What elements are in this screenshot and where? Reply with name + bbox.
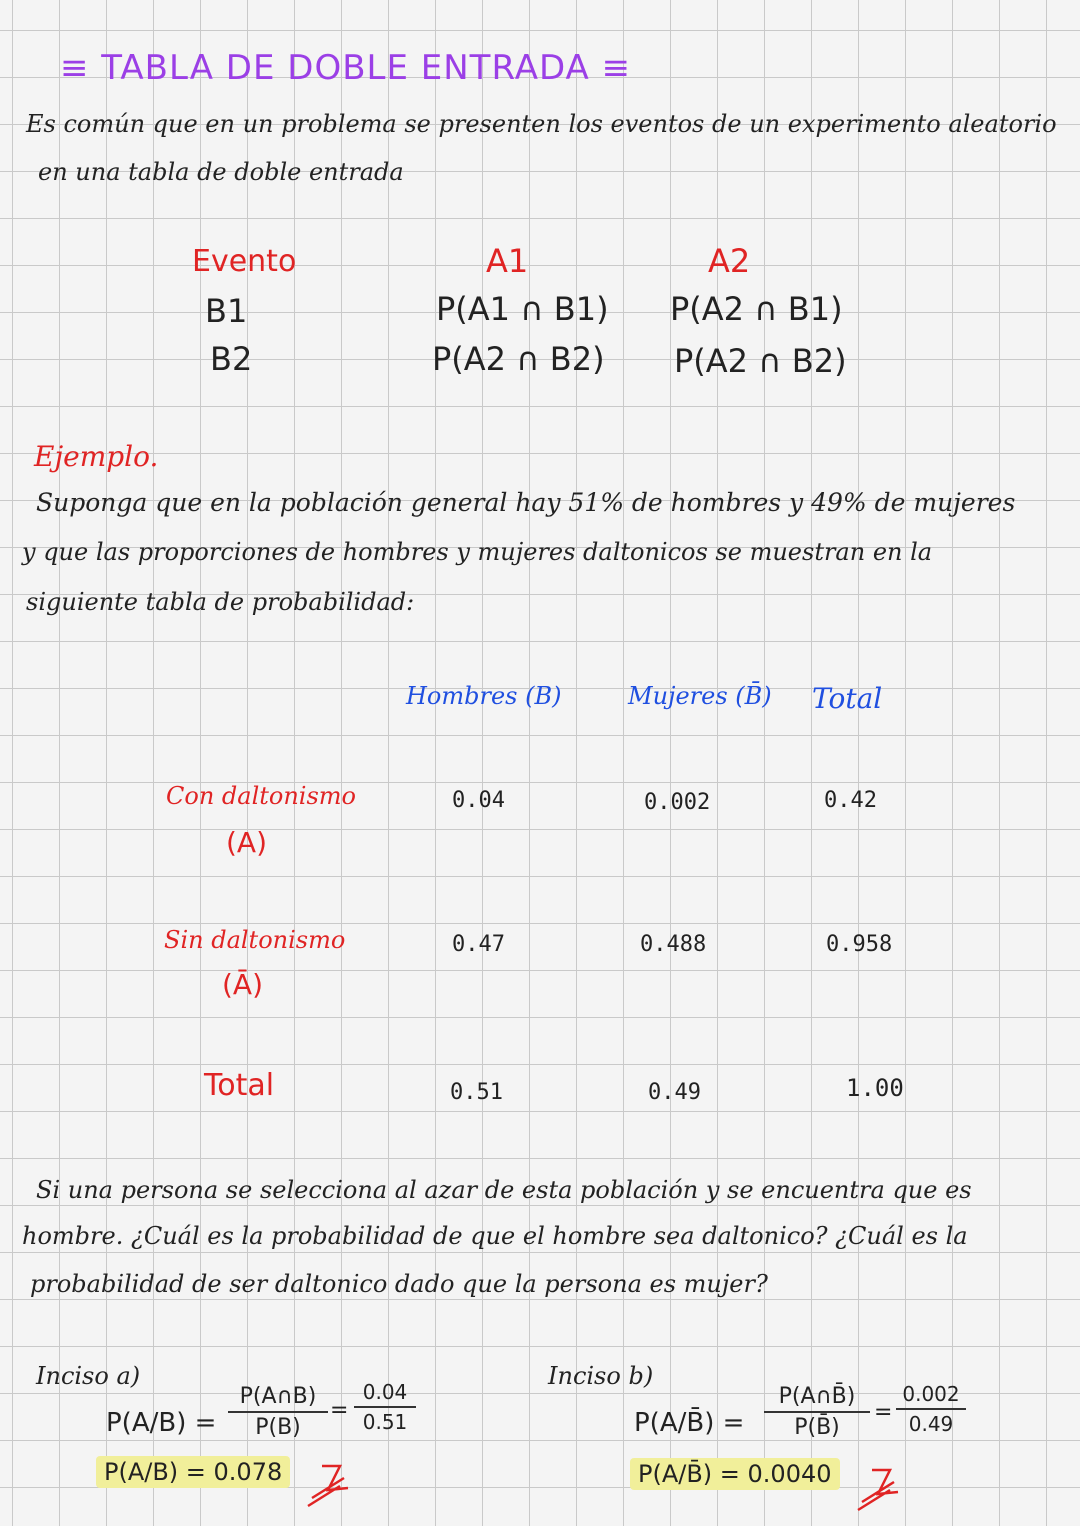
intro-line-1: Es común que en un problema se presenten los eventos de un experimento aleatorio: [26, 110, 1057, 138]
inciso-a-numerator: P(A∩B): [239, 1384, 317, 1409]
inciso-b-value-den: 0.49: [908, 1412, 954, 1436]
inciso-b-lhs: P(A/B̄) =: [634, 1408, 745, 1438]
inciso-a-denominator: P(B): [255, 1415, 301, 1440]
inciso-b-equals: =: [874, 1400, 893, 1425]
prob-row-sublabel: (A): [226, 826, 268, 859]
prob-cell: 0.488: [640, 932, 707, 957]
title-mark-right: ≡: [589, 48, 632, 88]
prob-row-label: Sin daltonismo: [164, 926, 346, 954]
inciso-b-label: Inciso b): [548, 1362, 654, 1390]
question-line-2: hombre. ¿Cuál es la probabilidad de que el hombre sea daltonico? ¿Cuál es la: [22, 1222, 968, 1250]
generic-header-a1: A1: [486, 242, 529, 280]
example-line-1: Suponga que en la población general hay 51% de hombres y 49% de mujeres: [36, 488, 1016, 517]
fraction-bar: [896, 1408, 966, 1410]
inciso-b-denominator: P(B̄): [794, 1415, 840, 1440]
generic-header-event: Evento: [192, 244, 297, 279]
generic-row-label: B2: [210, 340, 253, 378]
example-line-3: siguiente tabla de probabilidad:: [26, 588, 415, 616]
inciso-b-numerator: P(A∩B̄): [778, 1384, 856, 1409]
inciso-a-result: P(A/B) = 0.078: [96, 1456, 290, 1488]
prob-cell: 0.002: [644, 790, 711, 815]
inciso-a-equals: =: [330, 1398, 349, 1423]
generic-cell: P(A1 ∩ B1): [436, 290, 609, 328]
page-title: [60, 48, 631, 88]
fraction-bar: [764, 1411, 870, 1413]
inciso-a-value-fraction: [354, 1380, 416, 1434]
prob-header-total: Total: [812, 682, 883, 715]
title-text: TABLA DE DOBLE ENTRADA: [101, 48, 590, 88]
inciso-b-fraction: [764, 1384, 870, 1440]
inciso-b-value-num: 0.002: [902, 1382, 960, 1406]
fraction-bar: [228, 1411, 328, 1413]
prob-cell: 0.04: [452, 788, 505, 813]
example-heading: Ejemplo.: [34, 440, 159, 473]
final-answer-mark-icon: [850, 1458, 910, 1518]
generic-cell: P(A2 ∩ B2): [674, 342, 847, 380]
prob-cell: 0.958: [826, 932, 893, 957]
inciso-a-value-num: 0.04: [362, 1380, 408, 1404]
prob-header-mujeres: Mujeres (B̄): [628, 682, 772, 710]
prob-cell: 1.00: [846, 1074, 904, 1102]
generic-row-label: B1: [205, 292, 248, 330]
question-line-1: Si una persona se selecciona al azar de esta población y se encuentra que es: [36, 1176, 972, 1204]
prob-cell: 0.49: [648, 1080, 701, 1105]
generic-cell: P(A2 ∩ B1): [670, 290, 843, 328]
generic-cell: P(A2 ∩ B2): [432, 340, 605, 378]
intro-line-2: en una tabla de doble entrada: [38, 158, 404, 186]
title-mark-left: ≡: [60, 48, 102, 88]
question-line-3: probabilidad de ser daltonico dado que la persona es mujer?: [30, 1270, 768, 1298]
generic-header-a2: A2: [708, 242, 751, 280]
inciso-a-fraction: [228, 1384, 328, 1440]
prob-cell: 0.51: [450, 1080, 503, 1105]
inciso-b-value-fraction: [896, 1382, 966, 1436]
final-answer-mark-icon: [300, 1456, 360, 1516]
prob-cell: 0.47: [452, 932, 505, 957]
inciso-b-result: P(A/B̄) = 0.0040: [630, 1458, 840, 1490]
inciso-a-value-den: 0.51: [362, 1410, 408, 1434]
inciso-a-label: Inciso a): [36, 1362, 141, 1390]
fraction-bar: [354, 1406, 416, 1408]
prob-cell: 0.42: [824, 788, 877, 813]
example-line-2: y que las proporciones de hombres y mujeres daltonicos se muestran en la: [22, 538, 933, 566]
prob-row-label: Con daltonismo: [166, 782, 356, 810]
prob-row-label: Total: [204, 1068, 275, 1103]
prob-row-sublabel: (Ā): [222, 968, 264, 1001]
inciso-a-lhs: P(A/B) =: [106, 1408, 217, 1438]
prob-header-hombres: Hombres (B): [406, 682, 562, 710]
